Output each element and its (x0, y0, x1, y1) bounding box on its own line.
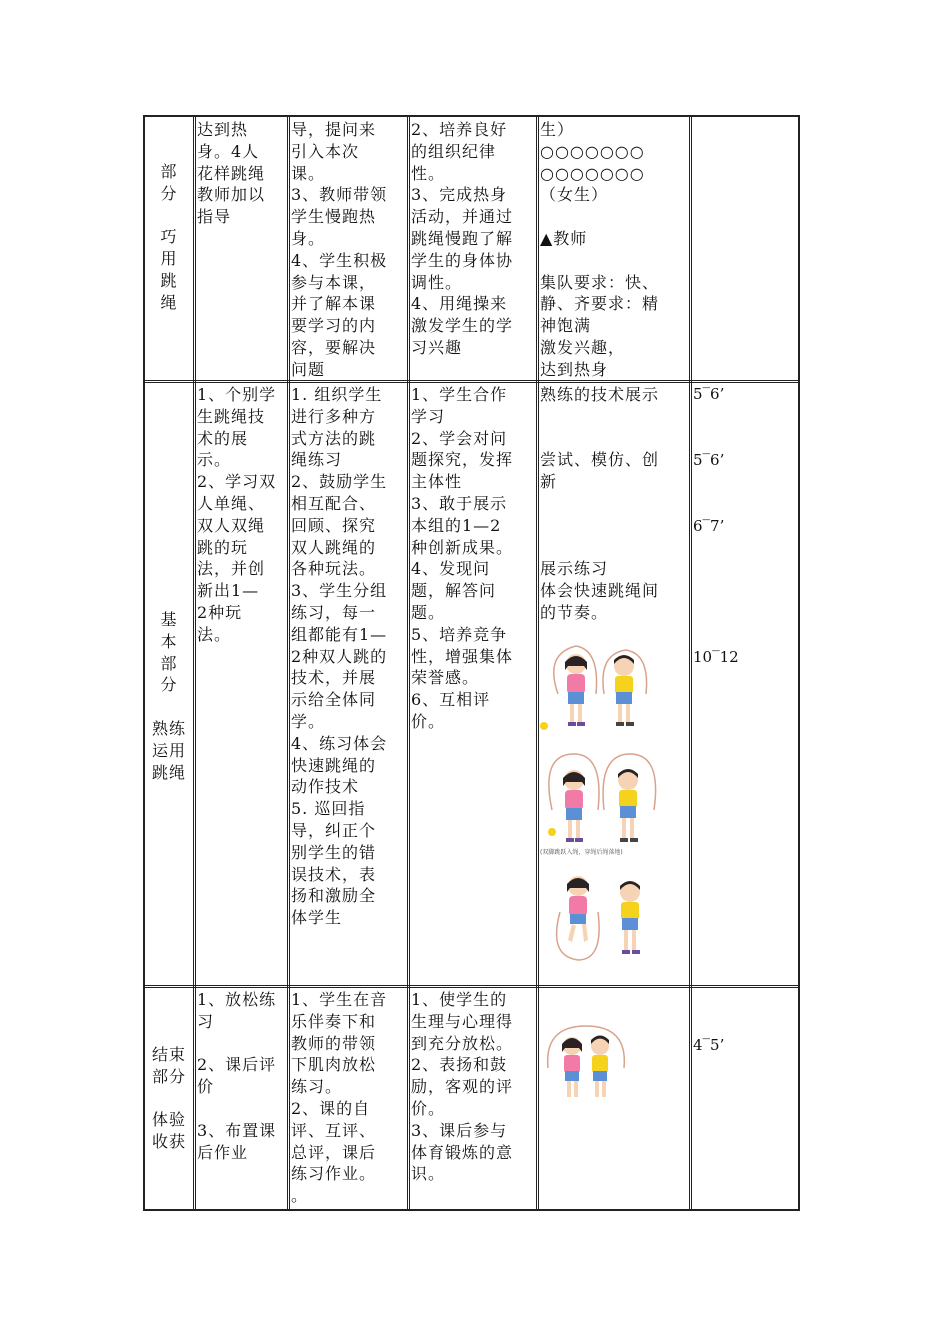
teacher-activity-cell: 1、学生在音 乐伴奏下和 教师的带领 下肌肉放松 练习。 2、课的自 评、互评、 总评，课后 练习作业。 。 (291, 990, 388, 1206)
girl-figure (562, 1037, 582, 1097)
time-value: 5‾6’ (693, 385, 725, 403)
column-divider (287, 115, 290, 1211)
teacher-activity-cell: 导，提问来 引入本次 课。 3、教师带领 学生慢跑热 身。 4、学生积极 参与本课， 并了解本课 要学习的内 容，要解决 问题 (291, 120, 388, 379)
girl-figure (567, 876, 589, 942)
teacher-activity-cell: 1. 组织学生 进行多种方 式方法的跳 绳练习 2、鼓励学生 相互配合、 回顾、探究 双人跳绳的 各种玩法。 3、学生分组 练习，每一 组都能有1— 2种双人跳的 技术，并展 示给全体同 学。 4、练习体会 快速跳绳的 动作技术 5. 巡回指 导，纠正个 别学生的错 误技术，表 扬和激励全 体学生 (291, 385, 388, 928)
column-divider (193, 115, 196, 1211)
ball-icon (540, 722, 548, 730)
section-label-ending: 结束 部分 体验 收获 (151, 1045, 186, 1152)
girl-figure (563, 770, 585, 842)
boy-figure (603, 650, 647, 726)
boy-figure (591, 1036, 609, 1098)
goals-cell: 2、培养良好 的组织纪律 性。 3、完成热身 活动，并通过 跳绳慢跑了解 学生的身体协 调性。 4、用绳操来 激发学生的学 习兴趣 (411, 120, 514, 357)
row-divider (143, 380, 800, 383)
girl-figure (554, 646, 597, 726)
jumping-illustration (538, 868, 668, 968)
content-cell: 1、个别学 生跳绳技 术的展 示。 2、学习双 人单绳、 双人双绳 跳的玩 法，并创 新出1— 2种玩 法。 (197, 385, 277, 644)
content-cell: 1、放松练 习 2、课后评 价 3、布置课 后作业 (197, 990, 277, 1162)
column-divider (407, 115, 410, 1211)
goals-cell: 1、学生合作 学习 2、学会对问 题探究，发挥 主体性 3、敢于展示 本组的1—2 种创新成果。 4、发现问 题，解答问 题。 5、培养竞争 性，增强集体 荣誉感。 6、互相评 价。 (411, 385, 514, 731)
ball-icon (548, 828, 556, 836)
section-label-warmup: 部 分 巧 用 跳 绳 (160, 162, 178, 312)
illustration-caption: (双脚跳跃入绳，穿绳后绳落地) (540, 849, 623, 856)
pair-rope-illustration (540, 1022, 632, 1106)
time-value: 6‾7’ (693, 517, 725, 535)
section-label-main: 基 本 部 分 熟练 运用 跳绳 (151, 610, 186, 782)
double-rope-illustration (538, 748, 673, 858)
content-cell: 达到热 身。4人 花样跳绳 教师加以 指导 (197, 120, 266, 227)
organization-cell: 生） ○○○○○○○ ○○○○○○○ （女生） ▲教师 集队要求：快、 静、齐要求：精 神饱满 激发兴趣， 达到热身 (540, 120, 660, 379)
goals-cell: 1、使学生的 生理与心理得 到充分放松。 2、表扬和鼓 励，客观的评 价。 3、课后参与 体育锻炼的意 识。 (411, 990, 514, 1184)
column-divider (689, 115, 692, 1211)
time-value: 5‾6’ (693, 451, 725, 469)
time-value: 4‾5’ (693, 1036, 725, 1054)
row-divider (143, 985, 800, 988)
boy-figure (620, 881, 640, 954)
kids-skipping-illustration (538, 636, 668, 736)
boy-figure (618, 769, 638, 842)
organization-cell: 熟练的技术展示 尝试、模仿、创 新 展示练习 体会快速跳绳间 的节奏。 (540, 385, 660, 622)
time-value: 10‾12 (693, 648, 739, 666)
